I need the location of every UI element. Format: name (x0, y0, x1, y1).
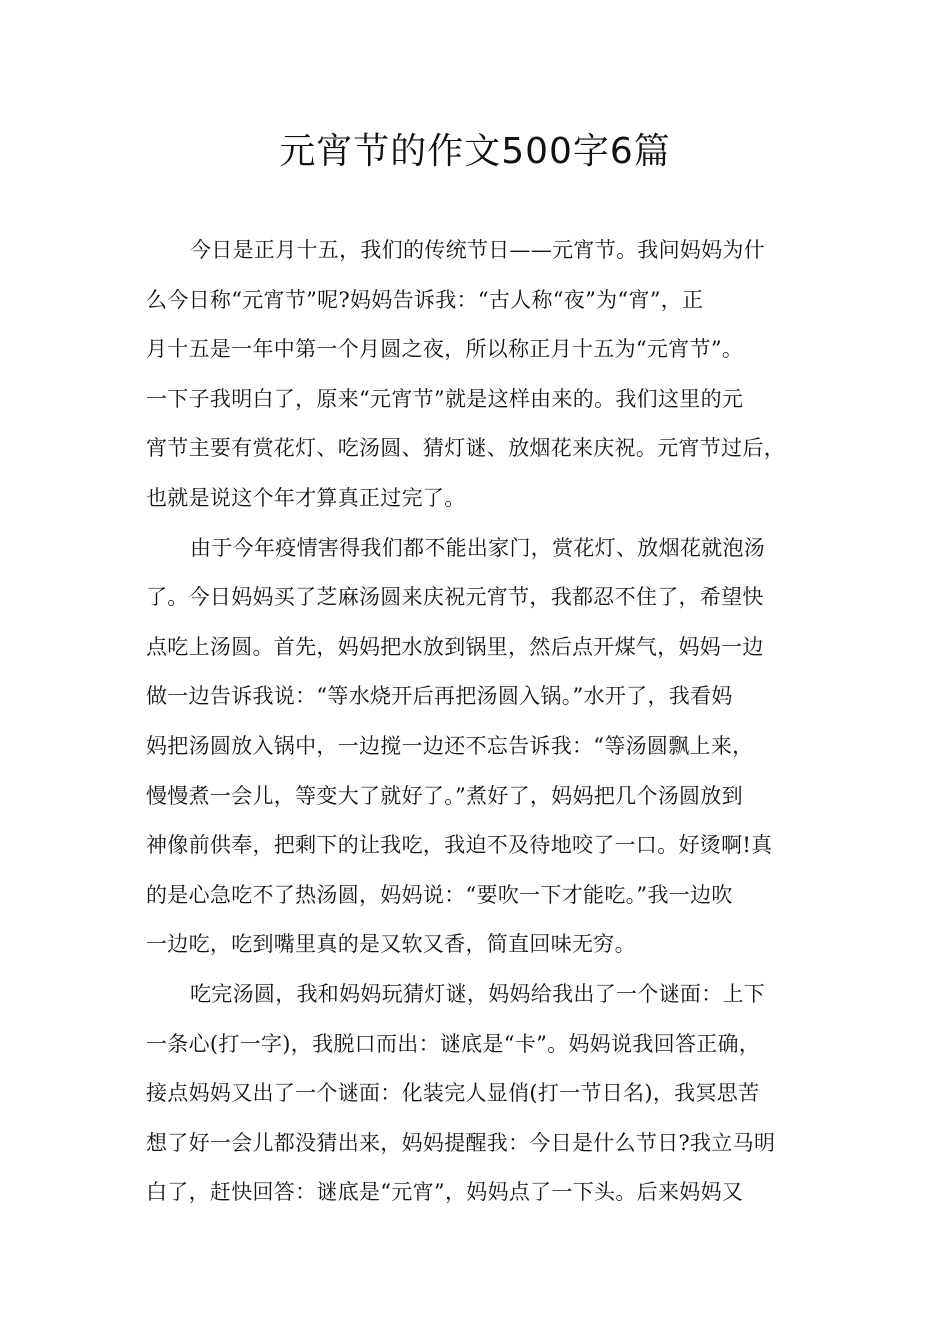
paragraph-1-line: 今日是正月十五，我们的传统节日——元宵节。我问妈妈为什 (190, 238, 766, 262)
document-title: 元宵节的作文500字6篇 (279, 131, 671, 172)
paragraph-1-line: 也就是说这个年才算真正过完了。 (146, 485, 466, 510)
paragraph-2-line: 由于今年疫情害得我们都不能出家门，赏花灯、放烟花就泡汤 (190, 535, 766, 560)
paragraph-1-line: 宵节主要有赏花灯、吃汤圆、猜灯谜、放烟花来庆祝。元宵节过后， (146, 436, 785, 461)
document-body (146, 233, 806, 1225)
paragraph-2-line: 点吃上汤圆。首先，妈妈把水放到锅里，然后点开煤气，妈妈一边 (146, 634, 764, 659)
paragraph-3-line: 白了，赶快回答：谜底是“元宵”，妈妈点了一下头。后来妈妈又 (146, 1180, 744, 1205)
paragraph-3-line: 接点妈妈又出了一个谜面：化装完人显俏(打一节日名)，我冥思苦 (146, 1081, 760, 1106)
paragraph-1-line: 一下子我明白了，原来“元宵节”就是这样由来的。我们这里的元 (146, 386, 744, 411)
paragraph-3-line: 吃完汤圆，我和妈妈玩猜灯谜，妈妈给我出了一个谜面：上下 (190, 981, 766, 1006)
paragraph-2-line: 的是心急吃不了热汤圆，妈妈说：“要吹一下才能吃。”我一边吹 (146, 882, 733, 907)
paragraph-2-line: 慢慢煮一会儿，等变大了就好了。”煮好了，妈妈把几个汤圆放到 (146, 783, 743, 808)
paragraph-2-line: 妈把汤圆放入锅中，一边搅一边还不忘告诉我：“等汤圆飘上来， (146, 733, 754, 758)
paragraph-3-line: 一条心(打一字)，我脱口而出：谜底是“卡”。妈妈说我回答正确， (146, 1031, 761, 1056)
paragraph-2-line: 一边吃，吃到嘴里真的是又软又香，简直回味无穷。 (146, 932, 636, 957)
paragraph-2-line: 了。今日妈妈买了芝麻汤圆来庆祝元宵节，我都忍不住了，希望快 (146, 585, 764, 610)
paragraph-1-line: 么今日称“元宵节”呢?妈妈告诉我：“古人称“夜”为“宵”，正 (146, 287, 704, 312)
paragraph-2-line: 做一边告诉我说：“等水烧开后再把汤圆入锅。”水开了，我看妈 (146, 684, 733, 709)
paragraph-3-line: 想了好一会儿都没猜出来，妈妈提醒我：今日是什么节日?我立马明 (146, 1130, 776, 1155)
paragraph-2-line: 神像前供奉，把剩下的让我吃，我迫不及待地咬了一口。好烫啊!真 (146, 833, 773, 858)
paragraph-1-line: 月十五是一年中第一个月圆之夜，所以称正月十五为“元宵节”。 (146, 337, 744, 362)
